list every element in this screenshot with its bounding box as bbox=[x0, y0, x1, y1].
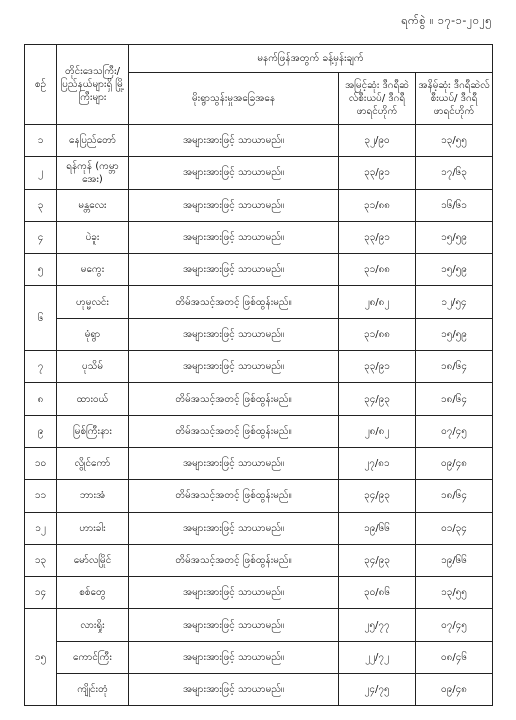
max-temperature: ၃၄/၉၃ bbox=[339, 480, 416, 512]
city-name: မုံရွာ bbox=[57, 318, 129, 350]
city-name: လားရှိုး bbox=[57, 609, 129, 641]
weather-condition: တိမ်အသင့်အတင့် ဖြစ်ထွန်းမည်။ bbox=[129, 383, 339, 415]
min-temperature: ၀၇/၄၅ bbox=[416, 415, 493, 447]
row-number: ၁၀ bbox=[25, 447, 57, 479]
max-temperature: ၂၅/၇၇ bbox=[339, 609, 416, 641]
row-number: ၁၂ bbox=[25, 512, 57, 544]
max-temperature: ၂၂/၇၂ bbox=[339, 641, 416, 673]
table-row bbox=[25, 609, 493, 641]
city-name: ပုသိမ် bbox=[57, 351, 129, 383]
city-name: ဟုမ္မလင်း bbox=[57, 286, 129, 318]
max-temperature: ၃၃/၉၁ bbox=[339, 157, 416, 189]
row-number: ၂ bbox=[25, 157, 57, 189]
weather-condition: အများအားဖြင့် သာယာမည်။ bbox=[129, 351, 339, 383]
header-max-temperature: အမြင့်ဆုံး ဒီဂရီဆဲလ်စီးယပ်/ ဒီဂရီဖာရင်ဟိုက် bbox=[339, 73, 416, 125]
weather-condition: အများအားဖြင့် သာယာမည်။ bbox=[129, 512, 339, 544]
weather-condition: အများအားဖြင့် သာယာမည်။ bbox=[129, 447, 339, 479]
max-temperature: ၃၃/၉၁ bbox=[339, 351, 416, 383]
min-temperature: ၀၇/၄၅ bbox=[416, 609, 493, 641]
city-name: လွိုင်ကော် bbox=[57, 447, 129, 479]
weather-condition: အများအားဖြင့် သာယာမည်။ bbox=[129, 125, 339, 157]
max-temperature: ၃၁/၈၈ bbox=[339, 254, 416, 286]
table-row bbox=[25, 351, 493, 383]
weather-condition: အများအားဖြင့် သာယာမည်။ bbox=[129, 609, 339, 641]
min-temperature: ၀၁/၃၄ bbox=[416, 512, 493, 544]
city-name: ပဲခူး bbox=[57, 221, 129, 253]
min-temperature: ၀၉/၄၈ bbox=[416, 447, 493, 479]
max-temperature: ၃၄/၉၃ bbox=[339, 383, 416, 415]
city-name: ကျိုင်းတုံ bbox=[57, 674, 129, 706]
weather-condition: အများအားဖြင့် သာယာမည်။ bbox=[129, 221, 339, 253]
table-row bbox=[25, 125, 493, 157]
table-row bbox=[25, 254, 493, 286]
max-temperature: ၂၇/၈၁ bbox=[339, 447, 416, 479]
min-temperature: ၁၈/၆၄ bbox=[416, 383, 493, 415]
max-temperature: ၁၉/၆၆ bbox=[339, 512, 416, 544]
max-temperature: ၃၁/၈၈ bbox=[339, 318, 416, 350]
min-temperature: ၀၈/၄၆ bbox=[416, 641, 493, 673]
weather-condition: အများအားဖြင့် သာယာမည်။ bbox=[129, 157, 339, 189]
header-serial-number: စဉ် bbox=[25, 45, 57, 125]
max-temperature: ၂၈/၈၂ bbox=[339, 286, 416, 318]
weather-condition: အများအားဖြင့် သာယာမည်။ bbox=[129, 318, 339, 350]
table-row bbox=[25, 577, 493, 609]
header-region-city: တိုင်းဒေသကြီး/ ပြည်နယ်များရှိ မြို့ကြီးများ bbox=[57, 45, 129, 125]
min-temperature: ၁၅/၅၉ bbox=[416, 221, 493, 253]
min-temperature: ၁၃/၅၅ bbox=[416, 577, 493, 609]
max-temperature: ၂၄/၇၅ bbox=[339, 674, 416, 706]
city-name: ကောင်ကြီး bbox=[57, 641, 129, 673]
max-temperature: ၃၂/၉၀ bbox=[339, 125, 416, 157]
weather-condition: အများအားဖြင့် သာယာမည်။ bbox=[129, 577, 339, 609]
table-row bbox=[25, 641, 493, 673]
max-temperature: ၃၃/၉၁ bbox=[339, 221, 416, 253]
min-temperature: ၁၂/၅၄ bbox=[416, 286, 493, 318]
weather-condition: အများအားဖြင့် သာယာမည်။ bbox=[129, 189, 339, 221]
max-temperature: ၂၈/၈၂ bbox=[339, 415, 416, 447]
max-temperature: ၃၀/၈၆ bbox=[339, 577, 416, 609]
header-min-temperature: အနိမ့်ဆုံး ဒီဂရီဆဲလ်စီးယပ်/ ဒီဂရီဖာရင်ဟိုက် bbox=[416, 73, 493, 125]
weather-condition: တိမ်အသင့်အတင့် ဖြစ်ထွန်းမည်။ bbox=[129, 415, 339, 447]
table-row bbox=[25, 674, 493, 706]
min-temperature: ၁၃/၅၅ bbox=[416, 125, 493, 157]
row-number: ၁၃ bbox=[25, 544, 57, 576]
min-temperature: ၀၉/၄၈ bbox=[416, 674, 493, 706]
row-number: ၉ bbox=[25, 415, 57, 447]
row-number: ၁၅ bbox=[25, 609, 57, 706]
min-temperature: ၁၅/၅၉ bbox=[416, 318, 493, 350]
weather-condition: အများအားဖြင့် သာယာမည်။ bbox=[129, 254, 339, 286]
forecast-table bbox=[24, 44, 493, 706]
city-name: စစ်တွေ bbox=[57, 577, 129, 609]
min-temperature: ၁၆/၆၁ bbox=[416, 189, 493, 221]
header-forecast-group: မနက်ဖြန်အတွက် ခန့်မှန်းချက် bbox=[129, 45, 493, 73]
table-row bbox=[25, 286, 493, 318]
max-temperature: ၃၄/၉၃ bbox=[339, 544, 416, 576]
city-name: မန္တလေး bbox=[57, 189, 129, 221]
city-name: နေပြည်တော် bbox=[57, 125, 129, 157]
min-temperature: ၁၈/၆၄ bbox=[416, 480, 493, 512]
row-number: ၁ bbox=[25, 125, 57, 157]
header-rainfall-condition: မိုးရွာသွန်းမှုအခြေအနေ bbox=[129, 73, 339, 125]
city-name: ဘားအံ bbox=[57, 480, 129, 512]
min-temperature: ၁၅/၅၉ bbox=[416, 254, 493, 286]
table-row bbox=[25, 480, 493, 512]
table-row bbox=[25, 544, 493, 576]
row-number: ၃ bbox=[25, 189, 57, 221]
city-name: ထားဝယ် bbox=[57, 383, 129, 415]
weather-condition: အများအားဖြင့် သာယာမည်။ bbox=[129, 674, 339, 706]
city-name: ဟားခါး bbox=[57, 512, 129, 544]
table-row bbox=[25, 512, 493, 544]
city-name: မော်လမြိုင် bbox=[57, 544, 129, 576]
row-number: ၁၁ bbox=[25, 480, 57, 512]
row-number: ၈ bbox=[25, 383, 57, 415]
min-temperature: ၁၇/၆၃ bbox=[416, 157, 493, 189]
weather-condition: အများအားဖြင့် သာယာမည်။ bbox=[129, 641, 339, 673]
document-date: ရက်စွဲ ။ ၁၇-၁-၂၀၂၅ bbox=[401, 14, 492, 27]
table-row bbox=[25, 157, 493, 189]
row-number: ၁၄ bbox=[25, 577, 57, 609]
row-number: ၆ bbox=[25, 286, 57, 351]
weather-condition: တိမ်အသင့်အတင့် ဖြစ်ထွန်းမည်။ bbox=[129, 480, 339, 512]
table-row bbox=[25, 189, 493, 221]
table-row bbox=[25, 447, 493, 479]
city-name: ရန်ကုန် (ကမ္ဘာအေး) bbox=[57, 157, 129, 189]
weather-condition: တိမ်အသင့်အတင့် ဖြစ်ထွန်းမည်။ bbox=[129, 544, 339, 576]
weather-condition: တိမ်အသင့်အတင့် ဖြစ်ထွန်းမည်။ bbox=[129, 286, 339, 318]
table-row bbox=[25, 221, 493, 253]
city-name: မကွေး bbox=[57, 254, 129, 286]
row-number: ၇ bbox=[25, 351, 57, 383]
min-temperature: ၁၈/၆၄ bbox=[416, 351, 493, 383]
city-name: မြစ်ကြီးနား bbox=[57, 415, 129, 447]
max-temperature: ၃၁/၈၈ bbox=[339, 189, 416, 221]
table-row bbox=[25, 318, 493, 350]
row-number: ၄ bbox=[25, 221, 57, 253]
table-row bbox=[25, 415, 493, 447]
row-number: ၅ bbox=[25, 254, 57, 286]
table-row bbox=[25, 383, 493, 415]
min-temperature: ၁၉/၆၆ bbox=[416, 544, 493, 576]
